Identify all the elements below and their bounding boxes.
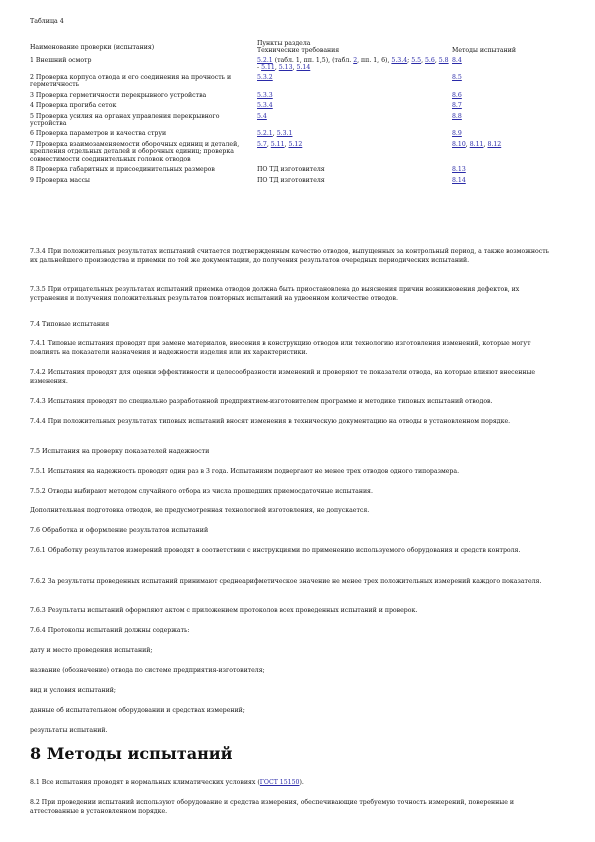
- section-ref-link[interactable]: 8.14: [452, 176, 466, 184]
- check-name-cell: 3 Проверка герметичности перекрывного устройства: [30, 91, 207, 99]
- paragraph-7-3-4: 7.3.4 При положительных результатах испытаний считается подтвержденным качество отводов, выпущенных за контрольный период, а также возможность их дальнейшего производства и приемки по той же документации, до получения результатов очередных периодических испытаний.: [30, 248, 549, 265]
- table-row: [30, 90, 550, 100]
- tech-req-cell: [257, 90, 452, 100]
- test-points-table: [30, 40, 550, 185]
- ref-text: ,: [274, 64, 279, 72]
- section-ref-link[interactable]: 5.5: [411, 56, 422, 64]
- section-ref-link[interactable]: 5.3.1: [276, 130, 293, 138]
- section-ref-link[interactable]: 5.13: [278, 64, 293, 72]
- test-method-cell: [452, 90, 550, 100]
- test-method-cell: [452, 139, 550, 164]
- section-ref-link[interactable]: 5.12: [288, 140, 303, 148]
- ref-text: ,: [272, 130, 277, 138]
- table-header-row: [30, 40, 550, 47]
- ref-text: ,: [434, 56, 439, 64]
- section-ref-link[interactable]: 5.3.2: [257, 73, 273, 81]
- paragraph-7-4-3: 7.4.3 Испытания проводят по специально разработанной предприятием-изготовителем программе и методике типовых испытаний отводов.: [30, 398, 493, 405]
- paragraph-7-4-2: 7.4.2 Испытания проводят для оценки эффективности и целесообразности изменений и проверяют те показатели отвода, на которые влияют внесенные изменения.: [30, 369, 536, 386]
- paragraph-7-3-5: 7.3.5 При отрицательных результатах испытаний приемка отводов должна быть приостановлена до выяснения причин возникновения дефектов, их устранения и получения положительных результатов повторных испытаний на удвоенном количестве отводов.: [30, 286, 520, 303]
- ref-text: , пп. 1, 6),: [357, 56, 392, 64]
- section-ref-link[interactable]: 5.3.3: [257, 91, 273, 99]
- ref-text: (табл. 1, пп. 1,5), (табл.: [272, 56, 354, 64]
- paragraph-7-6-1: 7.6.1 Обработку результатов измерений проводят в соответствии с инструкциями по применению используемого оборудования и средств контроля.: [30, 547, 521, 554]
- ref-text: ,: [292, 64, 297, 72]
- col-name-header: Наименование проверки (испытания): [30, 44, 155, 51]
- ref-text: ПО ТД изготовителя: [257, 166, 325, 174]
- table-row: [30, 128, 550, 138]
- ref-text: ПО ТД изготовителя: [257, 176, 325, 184]
- tech-req-cell: [257, 164, 452, 174]
- paragraph-8-2: 8.2 При проведении испытаний используют оборудование и средства измерения, обеспечивающие требуемую точность измерений, поверенные и аттестованные в установленном порядке.: [30, 799, 514, 816]
- section-ref-link[interactable]: 5.2.1: [257, 56, 273, 64]
- paragraph-8-1: [30, 778, 555, 787]
- paragraph-7-5-2-note: Дополнительная подготовка отводов, не предусмотренная технологией изготовления, не допускается.: [30, 507, 370, 514]
- table-row: [30, 55, 550, 72]
- ref-text: -: [257, 64, 262, 72]
- section-ref-link[interactable]: 8.6: [452, 91, 462, 99]
- section-ref-link[interactable]: 8.7: [452, 102, 462, 110]
- ref-text: ,: [483, 140, 488, 148]
- col-methods-header: Методы испытаний: [452, 47, 516, 55]
- test-method-cell: [452, 164, 550, 174]
- section-ref-link[interactable]: 5.2.1: [257, 130, 273, 138]
- paragraph-7-4-4: 7.4.4 При положительных результатах типовых испытаний вносят изменения в техническую документацию на отводы в установленном порядке.: [30, 418, 511, 425]
- test-method-cell: [452, 72, 550, 90]
- table-row: [30, 72, 550, 90]
- tech-req-cell: [257, 175, 452, 185]
- section-7-4-heading: 7.4 Типовые испытания: [30, 321, 110, 328]
- paragraph-7-5-2: 7.5.2 Отводы выбирают методом случайного отбора из числа прошедших приемосдаточные испытания.: [30, 488, 373, 495]
- section-ref-link[interactable]: 8.9: [452, 130, 462, 138]
- ref-text: ,: [465, 140, 470, 148]
- test-method-cell: [452, 100, 550, 110]
- check-name-cell: 5 Проверка усилия на органах управления перекрывного устройства: [30, 112, 220, 127]
- test-method-cell: [452, 175, 550, 185]
- check-name-cell: 4 Проверка прогиба сеток: [30, 102, 117, 110]
- list-item: название (обозначение) отвода по системе предприятия-изготовителя;: [30, 667, 265, 674]
- ref-text: ,: [284, 140, 289, 148]
- section-ref-link[interactable]: 8.11: [469, 140, 484, 148]
- tech-req-cell: [257, 100, 452, 110]
- section-ref-link[interactable]: 8.4: [452, 56, 462, 64]
- list-item: результаты испытаний.: [30, 727, 108, 734]
- paragraph-8-1-end: ).: [299, 779, 304, 786]
- test-method-cell: [452, 128, 550, 138]
- table-row: [30, 111, 550, 129]
- section-ref-link[interactable]: 5.3.4: [391, 56, 408, 64]
- gost-15150-link[interactable]: ГОСТ 15150: [259, 779, 300, 786]
- table-row: [30, 164, 550, 174]
- list-item: данные об испытательном оборудовании и средствах измерений;: [30, 707, 245, 714]
- list-item: вид и условия испытаний;: [30, 687, 116, 694]
- section-ref-link[interactable]: 8.12: [487, 140, 502, 148]
- table-row: [30, 100, 550, 110]
- section-ref-link[interactable]: 8.10: [452, 140, 466, 148]
- paragraph-7-4-1: 7.4.1 Типовые испытания проводят при замене материалов, внесения в конструкцию отводов или технологию изготовления изменений, которые могут повлиять на показатели назначения и надежности изделия или их характеристики.: [30, 340, 531, 357]
- check-name-cell: 1 Внешний осмотр: [30, 56, 92, 64]
- section-8-heading: 8 Методы испытаний: [30, 744, 233, 763]
- section-ref-link[interactable]: 5.4: [257, 112, 267, 120]
- check-name-cell: 6 Проверка параметров и качества струи: [30, 130, 167, 138]
- check-name-cell: 2 Проверка корпуса отвода и его соединения на прочность и герметичность: [30, 73, 232, 89]
- tech-req-cell: [257, 139, 452, 164]
- section-ref-link[interactable]: 8.5: [452, 73, 462, 81]
- section-ref-link[interactable]: 5.8: [438, 56, 449, 64]
- table-row: [30, 175, 550, 185]
- tech-req-cell: [257, 72, 452, 90]
- paragraph-7-6-3: 7.6.3 Результаты испытаний оформляют актом с приложением протоколов всех проведенных испытаний и проверок.: [30, 607, 418, 614]
- section-ref-link[interactable]: 5.7: [257, 140, 267, 148]
- tech-req-cell: [257, 128, 452, 138]
- ref-text: ;: [407, 56, 412, 64]
- tech-req-cell: [257, 111, 452, 129]
- section-ref-link[interactable]: 5.6: [425, 56, 435, 64]
- section-ref-link[interactable]: 8.8: [452, 112, 462, 120]
- section-ref-link[interactable]: 2: [353, 56, 358, 64]
- ref-text: ,: [421, 56, 425, 64]
- paragraph-7-5-1: 7.5.1 Испытания на надежность проводят один раз в 3 года. Испытаниям подвергают не менее трех отводов одного типоразмера.: [30, 468, 460, 475]
- tech-req-cell: [257, 55, 452, 72]
- paragraph-7-6-4: 7.6.4 Протоколы испытаний должны содержать:: [30, 627, 190, 634]
- section-ref-link[interactable]: 8.13: [452, 166, 466, 174]
- check-name-cell: 7 Проверка взаимозаменяемости оборочных единиц и деталей, крепления отдельных деталей и оборочных единиц; проверка совместимости соединительных головок отводов: [30, 140, 240, 163]
- paragraph-7-6-2: 7.6.2 За результаты проведенных испытаний принимают среднеарифметическое значение не менее трех положительных измерений каждого показателя.: [30, 578, 542, 585]
- list-item: дату и место проведения испытаний;: [30, 647, 153, 654]
- table-row: [30, 139, 550, 164]
- check-name-cell: 8 Проверка габаритных и присоединительных размеров: [30, 166, 215, 174]
- section-ref-link[interactable]: 5.14: [296, 64, 311, 72]
- section-7-5-heading: 7.5 Испытания на проверку показателей надежности: [30, 448, 210, 455]
- col-group-header: Пункты раздела: [257, 40, 311, 47]
- col-tech-header: Технические требования: [257, 47, 340, 55]
- section-7-6-heading: 7.6 Обработка и оформление результатов испытаний: [30, 527, 209, 534]
- section-ref-link[interactable]: 5.3.4: [257, 102, 273, 110]
- paragraph-8-1-text: 8.1 Все испытания проводят в нормальных климатических условиях (: [30, 779, 260, 786]
- section-ref-link[interactable]: 5.11: [261, 64, 275, 72]
- test-method-cell: [452, 55, 550, 72]
- test-method-cell: [452, 111, 550, 129]
- section-ref-link[interactable]: 5.11: [270, 140, 285, 148]
- table-caption: Таблица 4: [30, 18, 64, 25]
- check-name-cell: 9 Проверка массы: [30, 176, 90, 184]
- ref-text: ,: [266, 140, 271, 148]
